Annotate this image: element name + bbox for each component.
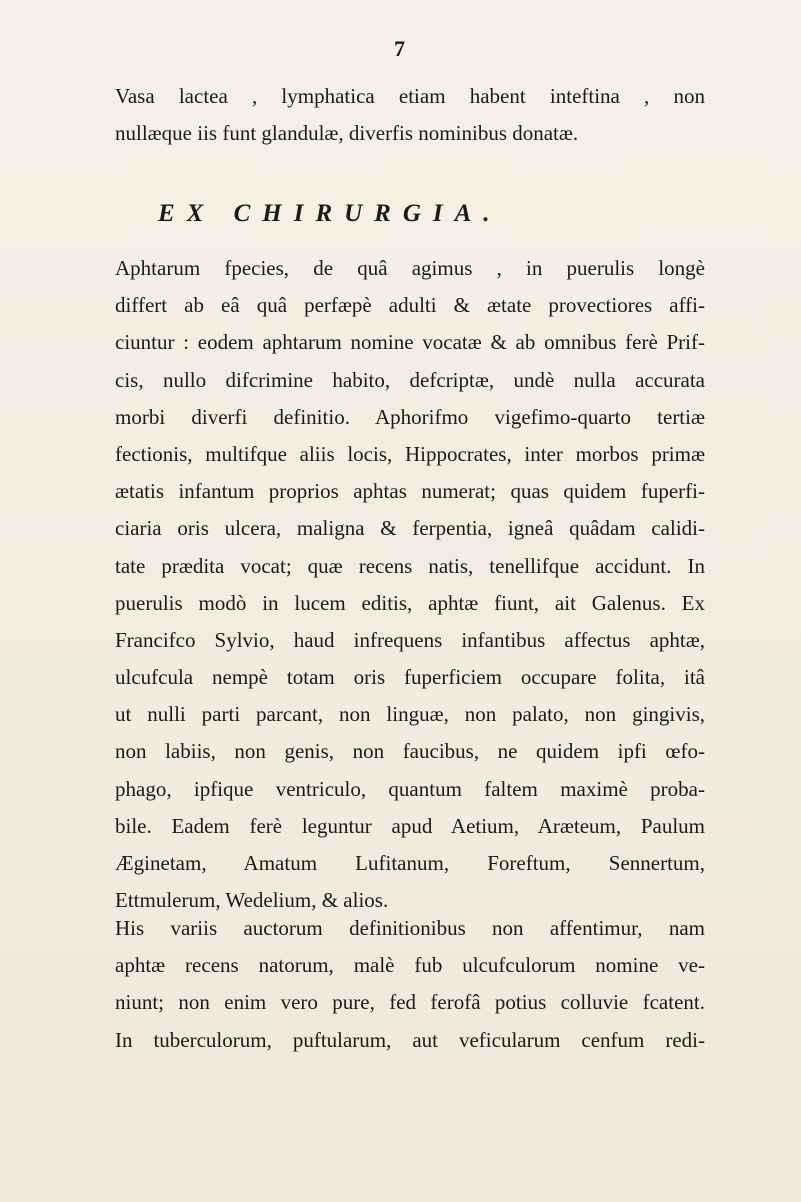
text-line: ulcufcula nempè totam oris fuperficiem occupare folita, itâ [115,665,705,690]
text-line: nullæque iis funt glandulæ, diverfis nominibus donatæ. [115,121,579,146]
text-line: In tuberculorum, puftularum, aut veficularum cenfum redi- [115,1027,705,1052]
page-number: 7 [394,36,406,61]
text-line: niunt; non enim vero pure, fed ferofâ potius colluvie fcatent. [115,990,705,1015]
text-line: differt ab eâ quâ perfæpè adulti & ætate provectiores affi- [115,293,705,318]
text-line: morbi diverfi definitio. Aphorifmo vigefimo-quarto tertiæ [115,404,705,429]
text-line: Ettmulerum, Wedelium, & alios. [115,888,389,913]
text-line: His variis auctorum definitionibus non affentimur, nam [115,916,705,940]
text-line: fectionis, multifque aliis locis, Hippocrates, inter morbos primæ [115,441,705,466]
section-heading: EX CHIRURGIA. [158,200,502,227]
text-line: ut nulli parti parcant, non linguæ, non palato, non gingivis, [115,702,705,727]
text-line: ciaria oris ulcera, maligna & ferpentia, igneâ quâdam calidi- [115,516,705,541]
text-line: non labiis, non genis, non faucibus, ne quidem ipfi œfo- [115,739,705,764]
text-line: aphtæ recens natorum, malè fub ulcufculorum nomine ve- [115,953,705,978]
text-line: phago, ipfique ventriculo, quantum faltem maximè proba- [115,776,705,801]
text-line: ætatis infantum proprios aphtas numerat; quas quidem fuperfi- [115,479,705,504]
paragraph-definitions [115,910,705,1059]
text-line: cis, nullo difcrimine habito, defcriptæ, undè nulla accurata [115,367,705,392]
text-line: Æginetam, Amatum Lufitanum, Foreftum, Sennertum, [115,851,705,875]
text-line: ciuntur : eodem aphtarum nomine vocatæ & ab omnibus ferè Prif- [115,330,705,355]
paragraph-aphtae [115,250,705,919]
text-line: tate prædita vocat; quæ recens natis, tenellifque accidunt. In [115,553,705,578]
text-line: Vasa lactea , lymphatica etiam habent inteftina , non [115,84,705,108]
text-line: puerulis modò in lucem editis, aphtæ fiunt, ait Galenus. Ex [115,590,705,615]
intro-paragraph [115,78,705,152]
text-line: Aphtarum fpecies, de quâ agimus , in puerulis longè [115,256,705,280]
text-line: Francifco Sylvio, haud infrequens infantibus affectus aphtæ, [115,627,705,652]
text-line: bile. Eadem ferè leguntur apud Aetium, Aræteum, Paulum [115,813,705,838]
